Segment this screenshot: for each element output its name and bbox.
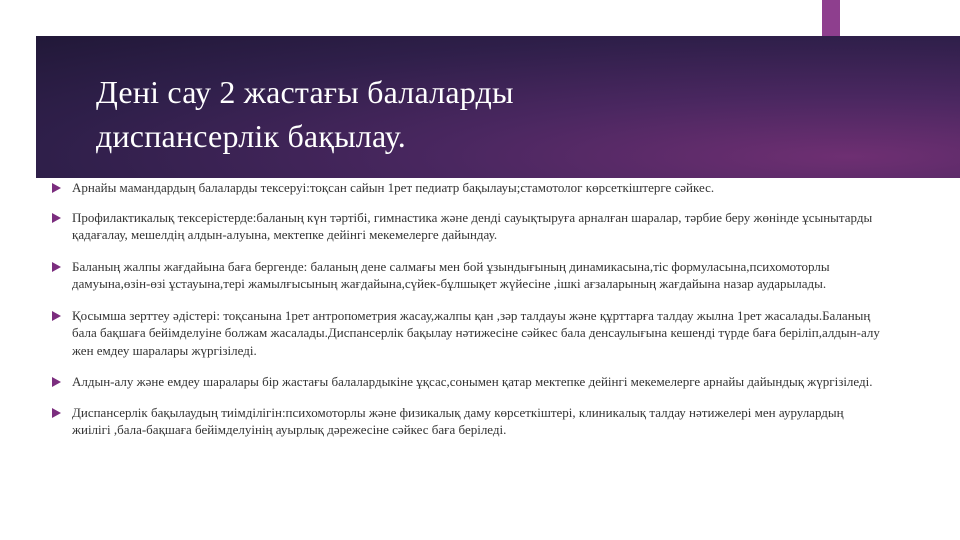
accent-bar (822, 0, 840, 36)
triangle-bullet-icon (52, 262, 61, 272)
bullet-text: Қосымша зерттеу әдістері: тоқсанына 1рет антропометрия жасау,жалпы қан ,зәр талдауы және құрттарға талдау жылна 1рет жасалады.Баланың бала бақшаға бейімделуіне болжам жасалады.Диспансерлік бақылау нәтижесіне сәйкес бала денсаулығына кешенді түрде баға беріліп,алдын-алу жен емдеу шаралары жүргізіледі. (72, 307, 880, 358)
triangle-bullet-icon (52, 311, 61, 321)
bullet-text: Алдын-алу және емдеу шаралары бір жастағы балалардыкіне ұқсас,сонымен қатар мектепке дейінгі мекемелерге арнайы дайындық жүргізіледі. (72, 374, 873, 389)
bullet-item (52, 404, 882, 439)
bullet-item (52, 373, 882, 391)
bullet-text: Арнайы мамандардың балаларды тексеруі:тоқсан сайын 1рет педиатр бақылауы;стамотолог көрсеткіштерге сәйкес. (72, 180, 715, 195)
bullet-item (52, 179, 882, 197)
bullet-item (52, 307, 882, 360)
triangle-bullet-icon (52, 183, 61, 193)
bullet-text: Баланың жалпы жағдайына баға бергенде: баланың дене салмағы мен бой ұзындығының динамикасына,тіс формуласына,психомоторлы дамуына,өзін-өзі ұстауына,тері жамылғысының жағдайына,сүйек-бұлшықет жүйесіне ,ішкі ағзаларының жағдайына назар аударылады. (72, 258, 830, 291)
slide-title-line-1: Дені сау 2 жастағы балаларды (96, 74, 514, 110)
triangle-bullet-icon (52, 213, 61, 223)
bullet-item (52, 258, 882, 293)
triangle-bullet-icon (52, 377, 61, 387)
bullet-text: Диспансерлік бақылаудың тиімділігін:психомоторлы және физикалық даму көрсеткіштері, клиникалық талдау нәтижелері мен аурулардың жиілігі ,бала-бақшаға бейімделуінің ауырлық дәрежесіне сәйкес баға беріледі. (72, 404, 844, 437)
slide-title (96, 70, 796, 158)
bullet-item (52, 209, 882, 244)
slide-title-line-2: диспансерлік бақылау. (96, 118, 406, 154)
bullet-text: Профилактикалық тексерістерде:баланың күн тәртібі, гимнастика және денді сауықтыруға арналған шаралар, тәрбие беру жөнінде ұсынытарды қадағалау, мешелдің алдын-алуына, мектепке дейінгі мекемелерге дайындау. (72, 209, 873, 242)
triangle-bullet-icon (52, 408, 61, 418)
bullet-list (52, 179, 882, 439)
